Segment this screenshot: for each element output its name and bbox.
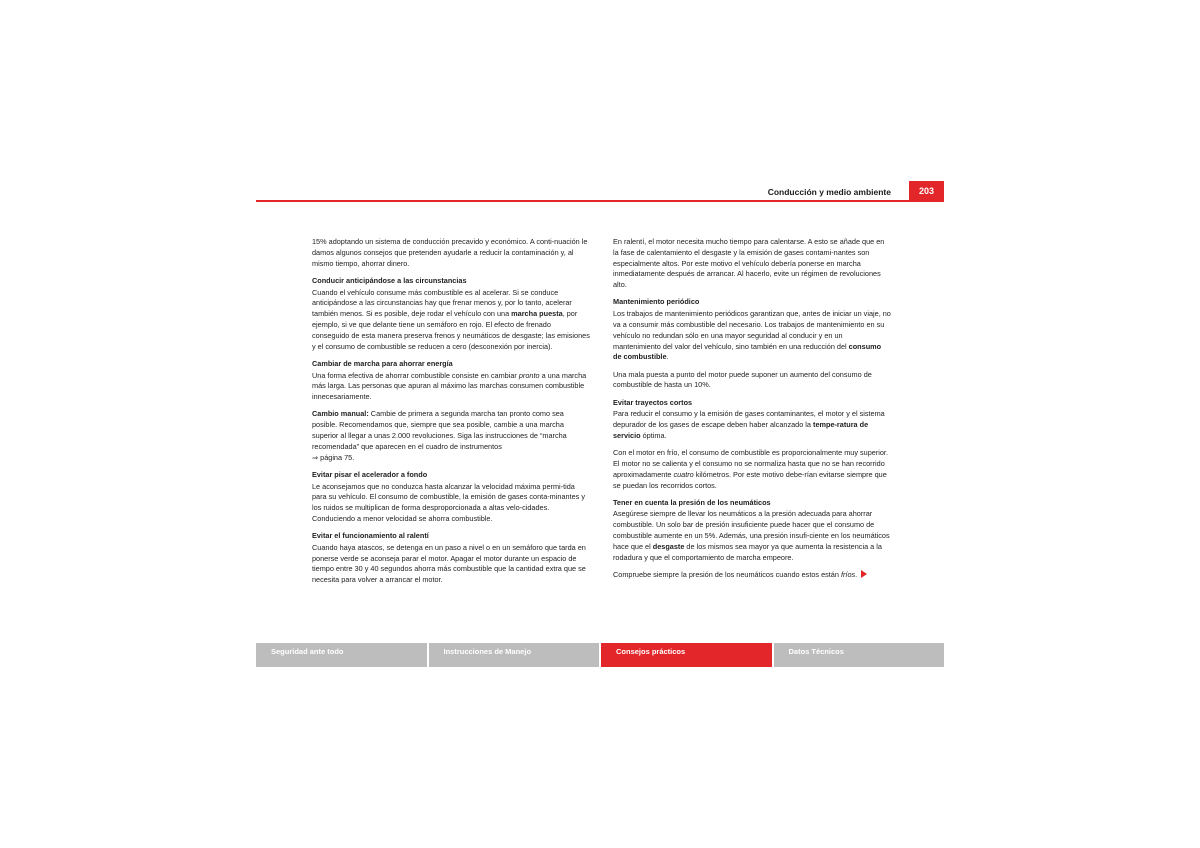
paragraph: Le aconsejamos que no conduzca hasta alcanzar la velocidad máxima permi-tida para su vehículo. El consumo de combustible, la emisión de gases conta-minantes y los ruidos se multiplican de forma desproporcionada a altas velo-cidades. Conduciendo a menor velocidad se ahorra combustible.	[312, 481, 585, 523]
section-heading: Cambiar de marcha para ahorrar energía	[312, 358, 453, 368]
continue-arrow-icon	[861, 570, 867, 578]
paragraph: Cambio manual: Cambie de primera a segunda marcha tan pronto como sea posible. Recomendamos que, siempre que sea posible, cambie a una marcha superior al llegar a unas 2.000 revoluciones. Siga las instrucciones de “marcha recomendada” que aparecen en el cuadro de instrumentos ⇒ página 75.	[312, 409, 567, 462]
section-title: Conducción y medio ambiente	[767, 187, 891, 197]
footer-tab-instrucciones[interactable]: Instrucciones de Manejo	[429, 643, 600, 667]
footer-tab-datos[interactable]: Datos Técnicos	[774, 643, 945, 667]
paragraph: Una forma efectiva de ahorrar combustible consiste en cambiar pronto a una marcha más larga. Las personas que apuran al máximo las marchas consumen combustible innecesariamente.	[312, 370, 587, 402]
footer-tab-consejos[interactable]: Consejos prácticos	[601, 643, 772, 667]
paragraph: Compruebe siempre la presión de los neumáticos cuando estos están fríos.	[613, 570, 891, 581]
paragraph: Cuando el vehículo consume más combustible es al acelerar. Si se conduce anticipándose a las circunstancias hay que frenar menos y, por lo tanto, acelerar también menos. Si es posible, deje rodar el vehículo con una marcha puesta, por ejemplo, si ve que delante tiene un semáforo en rojo. El efecto de frenado conseguido de esta manera preserva frenos y neumáticos de desgaste; las emisiones y el consumo de combustible se reducen a cero (desconexión por inercia).	[312, 287, 590, 351]
section-heading: Conducir anticipándose a las circunstancias	[312, 275, 467, 285]
section-heading: Evitar el funcionamiento al ralentí	[312, 531, 429, 541]
footer-tab-seguridad[interactable]: Seguridad ante todo	[256, 643, 427, 667]
paragraph: Para reducir el consumo y la emisión de gases contaminantes, el motor y el sistema depurador de los gases de escape deben haber alcanzado la tempe-ratura de servicio óptima.	[613, 409, 885, 440]
paragraph: Una mala puesta a punto del motor puede suponer un aumento del consumo de combustible de hasta un 10%.	[613, 369, 872, 390]
paragraph: Asegúrese siempre de llevar los neumáticos a la presión adecuada para ahorrar combustible. Un solo bar de presión insuficiente puede hacer que el consumo de combustible aumente en un 5%. Además, una presión insufi-ciente en los neumáticos hace que el desgaste de los mismos sea mayor ya que aumenta la resistencia a la rodadura y que el comportamiento de marcha empeore.	[613, 509, 890, 562]
paragraph: Cuando haya atascos, se detenga en un paso a nivel o en un semáforo que tarda en ponerse verde se aconseja parar el motor. Apagar el motor durante un espacio de tiempo entre 30 y 40 segundos ahorra más combustible que la cantidad extra que se necesita para volver a arrancar el motor.	[312, 542, 586, 585]
intro-paragraph: 15% adoptando un sistema de conducción precavido y económico. A conti-nuación le damos algunos consejos que pretenden ayudarle a reducir la contaminación y, al mismo tiempo, ahorrar dinero.	[312, 237, 588, 268]
section-heading: Tener en cuenta la presión de los neumáticos	[613, 497, 771, 507]
left-column	[312, 237, 590, 592]
page-number: 203	[909, 181, 944, 201]
footer-navigation	[256, 643, 944, 667]
page-reference-link[interactable]: ⇒ página 75.	[312, 452, 355, 462]
paragraph: Los trabajos de mantenimiento periódicos garantizan que, antes de iniciar un viaje, no va a consumir más combustible del necesario. Los trabajos de mantenimiento en su vehículo no redundan sólo en una mayor seguridad al conducir y en un mantenimiento del valor del vehículo, sino también en una reducción del consumo de combustible.	[613, 309, 891, 362]
paragraph: En ralentí, el motor necesita mucho tiempo para calentarse. A esto se añade que en la fase de calentamiento el desgaste y la emisión de gases contami-nantes son especialmente altos. Por este motivo el vehículo debería ponerse en marcha inmediatamente después de arrancar. Al hacerlo, evite un régimen de revoluciones alto.	[613, 237, 885, 290]
section-heading: Mantenimiento periódico	[613, 297, 700, 307]
section-heading: Evitar trayectos cortos	[613, 397, 693, 407]
header-rule	[256, 200, 944, 202]
section-heading: Evitar pisar el acelerador a fondo	[312, 469, 428, 479]
paragraph: Con el motor en frío, el consumo de combustible es proporcionalmente muy superior. El motor no se calienta y el consumo no se normaliza hasta que no se han recorrido aproximadamente cuatro kilómetros. Por este motivo debe-rían evitarse siempre que se puedan los recorridos cortos.	[613, 448, 888, 490]
right-column	[613, 237, 891, 587]
